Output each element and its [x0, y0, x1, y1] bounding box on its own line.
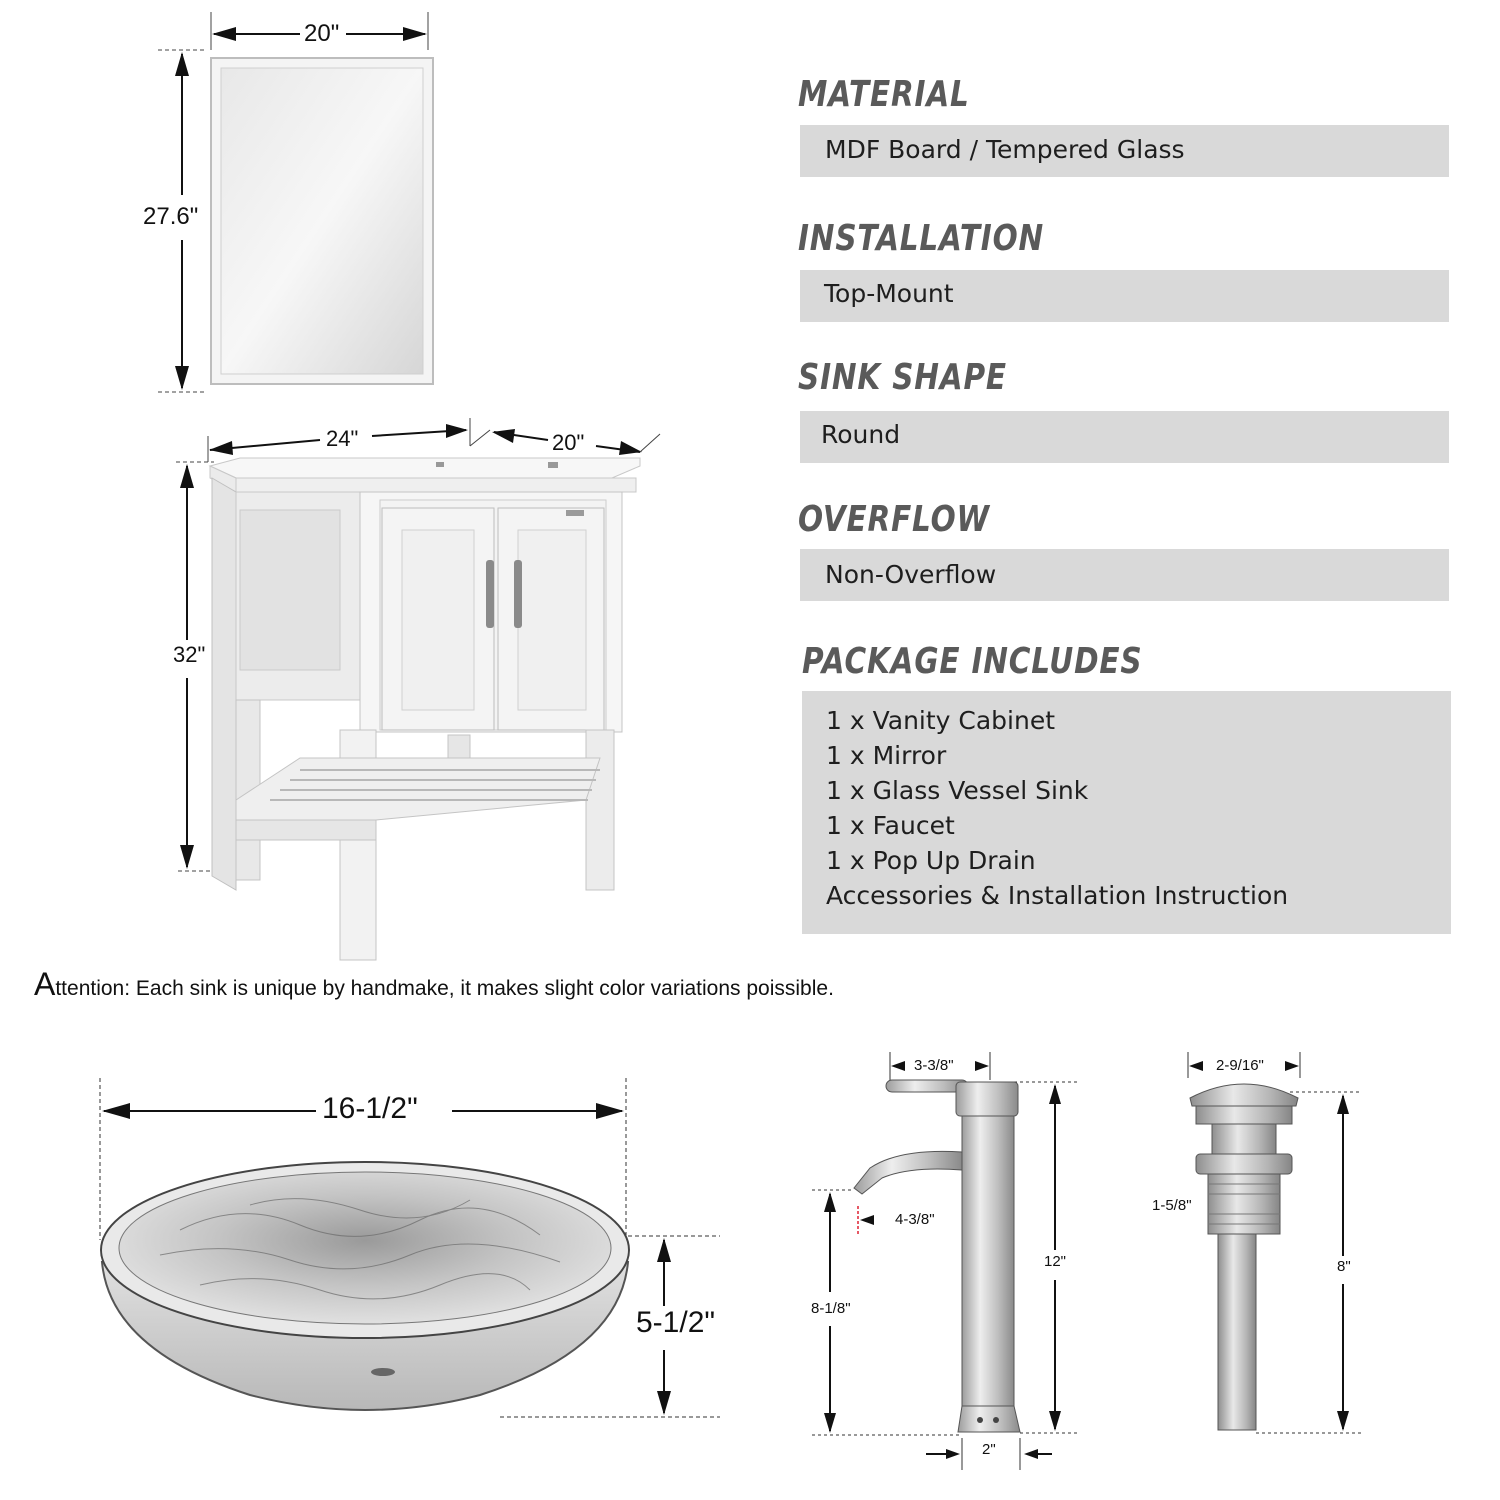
installation-value: Top-Mount: [824, 279, 954, 308]
attention-initial: A: [34, 966, 56, 1002]
faucet-spout-reach-label: 4-3/8": [895, 1211, 935, 1228]
material-value: MDF Board / Tempered Glass: [825, 135, 1185, 164]
package-item: Accessories & Installation Instruction: [826, 881, 1289, 910]
mirror-height-label: 27.6": [143, 203, 199, 230]
attention-text: ttention: Each sink is unique by handmake, it makes slight color variations poissible.: [55, 977, 834, 1000]
sink-height-label: 5-1/2": [636, 1306, 716, 1339]
package-item: 1 x Vanity Cabinet: [826, 706, 1056, 735]
material-heading: MATERIAL: [798, 74, 970, 115]
installation-box: [800, 270, 1449, 322]
pop-up-drain-illustration: [1140, 1040, 1380, 1460]
faucet-top-width-label: 3-3/8": [914, 1057, 954, 1074]
vanity-cabinet-illustration: [150, 400, 670, 980]
mirror-illustration: [150, 0, 450, 400]
drain-thread-label: 1-5/8": [1152, 1197, 1192, 1214]
sink-shape-value: Round: [821, 420, 901, 449]
cabinet-height-label: 32": [173, 642, 206, 667]
drain-height-label: 8": [1337, 1258, 1351, 1275]
faucet-spout-height-label: 8-1/8": [811, 1300, 851, 1317]
sink-shape-heading: SINK SHAPE: [798, 357, 1007, 398]
drain-top-width-label: 2-9/16": [1216, 1057, 1264, 1074]
faucet-height-label: 12": [1044, 1253, 1067, 1270]
mirror-width-label: 20": [304, 20, 340, 47]
overflow-heading: OVERFLOW: [798, 499, 990, 540]
installation-heading: INSTALLATION: [798, 218, 1045, 259]
overflow-box: [800, 549, 1449, 601]
package-item: 1 x Faucet: [826, 811, 955, 840]
cabinet-width-label: 24": [326, 426, 359, 451]
faucet-base-label: 2": [982, 1441, 996, 1458]
attention-note: [34, 966, 834, 1003]
package-item: 1 x Mirror: [826, 741, 947, 770]
package-item: 1 x Pop Up Drain: [826, 846, 1036, 875]
package-heading: PACKAGE INCLUDES: [802, 641, 1143, 682]
overflow-value: Non-Overflow: [825, 560, 997, 589]
sink-shape-box: [800, 411, 1449, 463]
sink-diameter-label: 16-1/2": [322, 1092, 418, 1125]
cabinet-depth-label: 20": [552, 430, 585, 455]
material-box: [800, 125, 1449, 177]
package-list: [826, 703, 1288, 913]
package-item: 1 x Glass Vessel Sink: [826, 776, 1089, 805]
